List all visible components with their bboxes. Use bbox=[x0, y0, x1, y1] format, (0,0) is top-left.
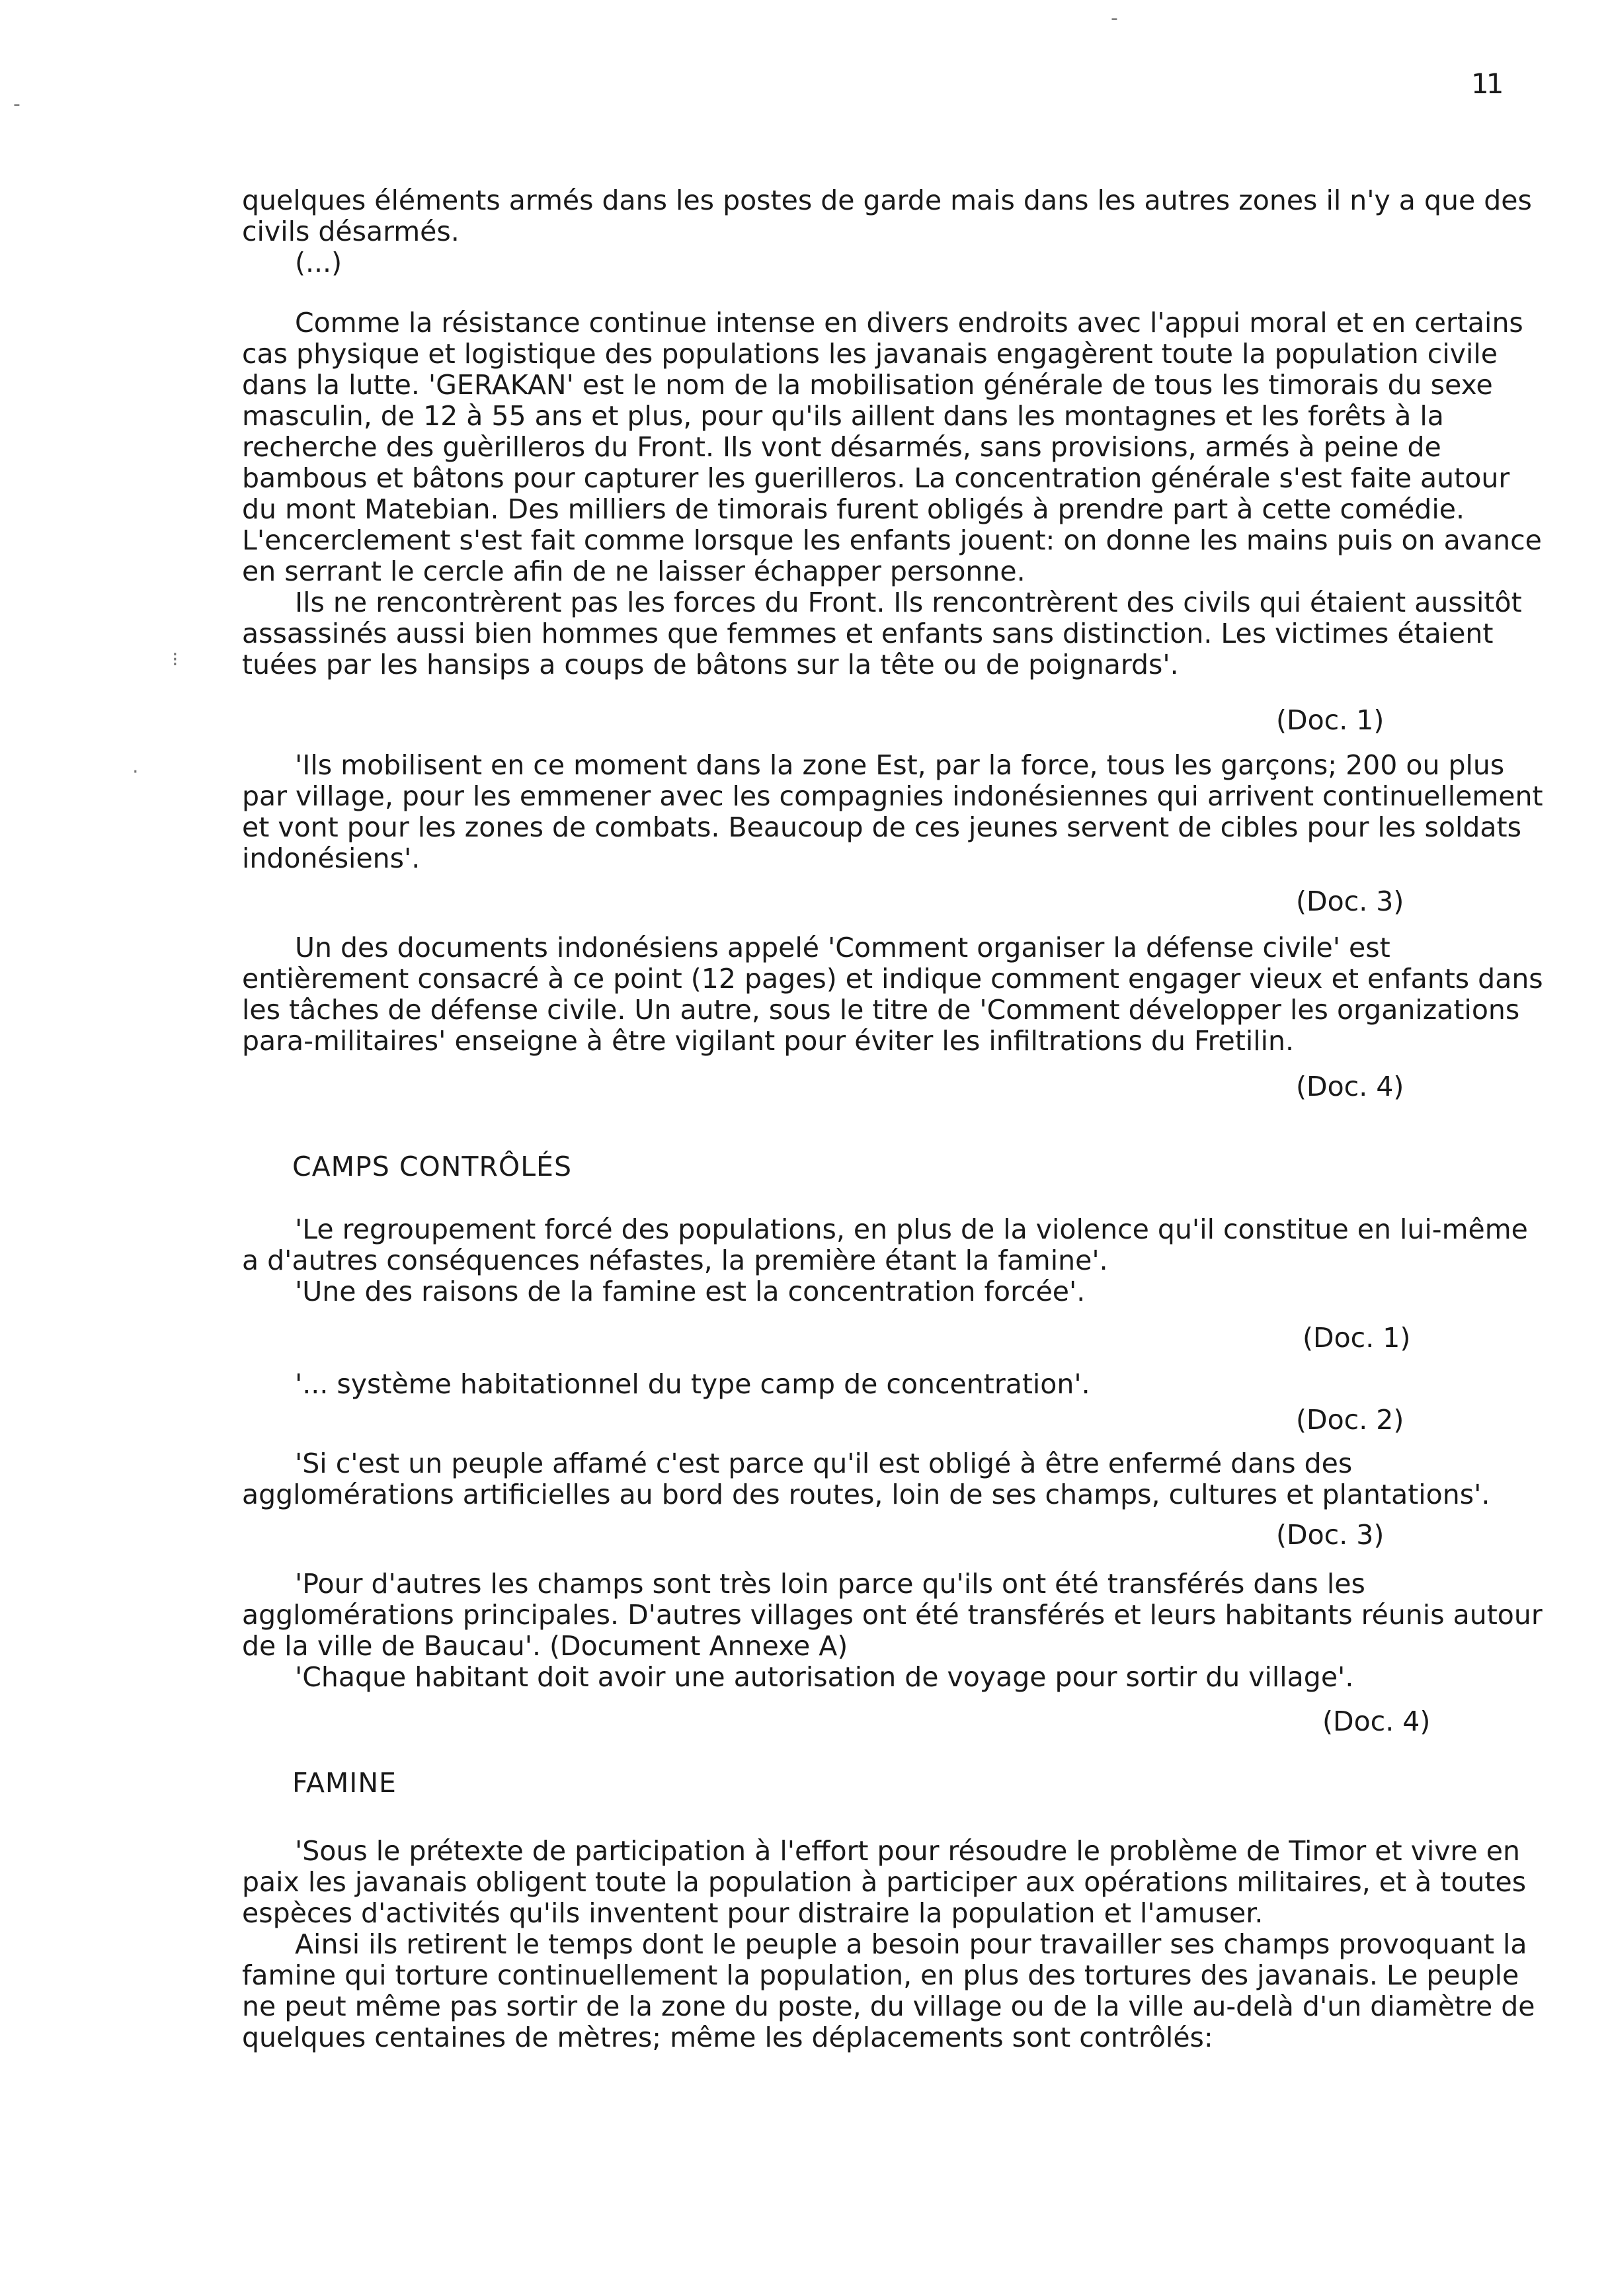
paragraph: '... système habitationnel du type camp de concentration'. bbox=[295, 1368, 1090, 1400]
section-mobilisation bbox=[242, 185, 1551, 680]
margin-mark: - bbox=[13, 93, 20, 116]
paragraph: 'Une des raisons de la famine est la concentration forcée'. bbox=[295, 1276, 1086, 1307]
paragraph: 'Le regroupement forcé des populations, en plus de la violence qu'il constitue en lui-même a d'autres conséquences néfastes, la première étant la famine'. bbox=[242, 1213, 1528, 1276]
citation: (Doc. 3) bbox=[1296, 885, 1404, 917]
margin-mark: - bbox=[1111, 7, 1118, 30]
paragraph: 'Ils mobilisent en ce moment dans la zone Est, par la force, tous les garçons; 200 ou plus par village, pour les emmener avec les compagnies indonésiennes qui arrivent continuellement et vont pour les zones de combats. Beaucoup de ces jeunes servent de cibles pour les soldats indonésiens'. bbox=[242, 749, 1543, 874]
citation: (Doc. 1) bbox=[1276, 704, 1385, 736]
citation: (Doc. 4) bbox=[1296, 1071, 1404, 1102]
section-heading: FAMINE bbox=[292, 1767, 397, 1799]
paragraph: Ils ne rencontrèrent pas les forces du Front. Ils rencontrèrent des civils qui étaient aussitôt assassinés aussi bien hommes que femmes et enfants sans distinction. Les victimes étaient tuées par les hansips a coups de bâtons sur la tête ou de poignards'. bbox=[242, 587, 1522, 680]
citation: (Doc. 1) bbox=[1303, 1322, 1411, 1354]
section-conscription bbox=[242, 750, 1551, 874]
quote bbox=[242, 1569, 1551, 1693]
section-famine bbox=[242, 1836, 1551, 2053]
paragraph: 'Si c'est un peuple affamé c'est parce qu'il est obligé à être enfermé dans des agglomérations artificielles au bord des routes, loin de ses champs, cultures et plantations'. bbox=[242, 1448, 1490, 1510]
margin-mark: · bbox=[132, 760, 139, 784]
paragraph: quelques éléments armés dans les postes de garde mais dans les autres zones il n'y a que des civils désarmés. bbox=[242, 184, 1532, 247]
paragraph: Comme la résistance continue intense en divers endroits avec l'appui moral et en certains cas physique et logistique des populations les javanais engagèrent toute la population civile dans la lutte. 'GERAKAN' est le nom de la mobilisation générale de tous les timorais du sexe masculin, de 12 à 55 ans et plus, pour qu'ils aillent dans les montagnes et les forêts à la recherche des guèrilleros du Front. Ils vont désarmés, sans provisions, armés à peine de bambous et bâtons pour capturer les guerilleros. La concentration générale s'est faite autour du mont Matebian. Des milliers de timorais furent obligés à prendre part à cette comédie. L'encerclement s'est fait comme lorsque les enfants jouent: on donne les mains puis on avance en serrant le cercle afin de ne laisser échapper personne. bbox=[242, 307, 1542, 587]
ellipsis: (...) bbox=[295, 247, 342, 278]
citation: (Doc. 3) bbox=[1276, 1519, 1385, 1551]
quote bbox=[242, 1369, 1551, 1400]
quote bbox=[242, 1448, 1551, 1510]
paragraph: 'Sous le prétexte de participation à l'effort pour résoudre le problème de Timor et vivre en paix les javanais obligent toute la population à participer aux opérations militaires, et à toutes espèces d'activités qu'ils inventent pour distraire la population et l'amuser. bbox=[242, 1835, 1527, 1929]
paragraph: 'Chaque habitant doit avoir une autorisation de voyage pour sortir du village'. bbox=[295, 1661, 1354, 1693]
section-heading: CAMPS CONTRÔLÉS bbox=[292, 1151, 572, 1182]
margin-mark: ⁝ bbox=[172, 648, 179, 671]
page-number: 11 bbox=[1471, 67, 1502, 100]
paragraph: Ainsi ils retirent le temps dont le peuple a besoin pour travailler ses champs provoquant la famine qui torture continuellement la population, en plus des tortures des javanais. Le peuple ne peut même pas sortir de la zone du poste, du village ou de la ville au-delà d'un diamètre de quelques centaines de mètres; même les déplacements sont contrôlés: bbox=[242, 1928, 1535, 2053]
section-camps bbox=[242, 1214, 1551, 1307]
citation: (Doc. 2) bbox=[1296, 1404, 1404, 1436]
citation: (Doc. 4) bbox=[1322, 1705, 1431, 1737]
paragraph: Un des documents indonésiens appelé 'Comment organiser la défense civile' est entièrement consacré à ce point (12 pages) et indique comment engager vieux et enfants dans les tâches de défense civile. Un autre, sous le titre de 'Comment développer les organizations para-militaires' enseigne à être vigilant pour éviter les infiltrations du Fretilin. bbox=[242, 932, 1543, 1057]
paragraph: 'Pour d'autres les champs sont très loin parce qu'ils ont été transférés dans les agglomérations principales. D'autres villages ont été transférés et leurs habitants réunis autour de la ville de Baucau'. (Document Annexe A) bbox=[242, 1568, 1543, 1662]
section-civil-defense bbox=[242, 932, 1551, 1057]
